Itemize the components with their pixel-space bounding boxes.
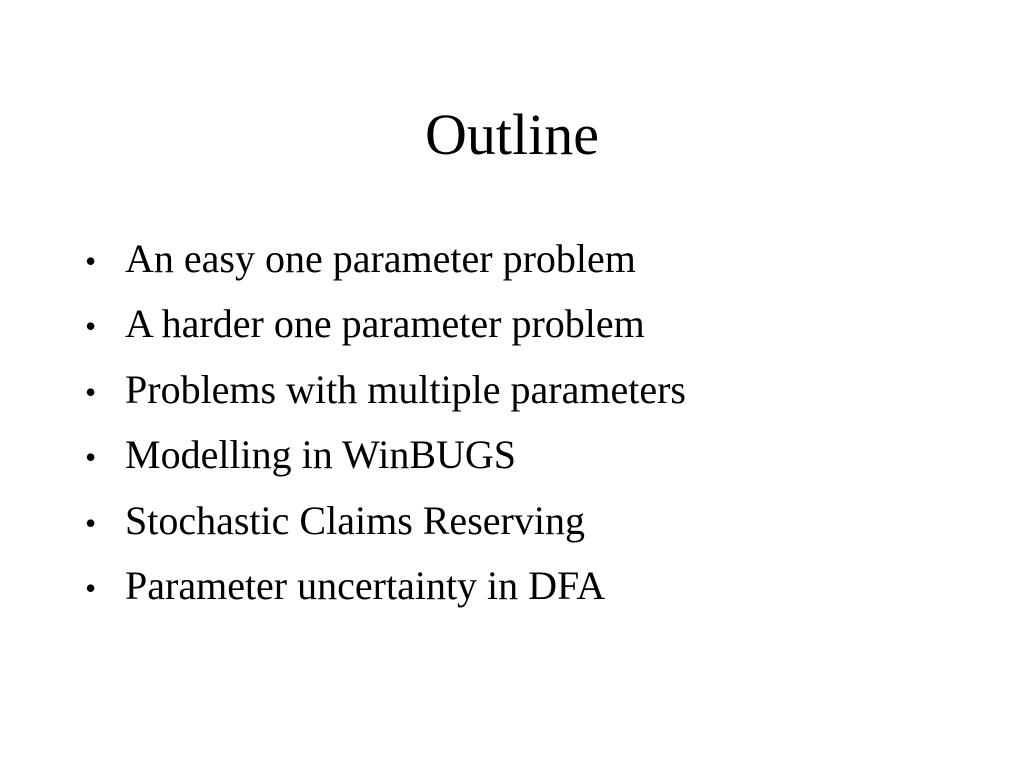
list-item [85,422,686,487]
list-item [85,488,686,553]
list-item [85,357,686,422]
bullet-text: Stochastic Claims Reserving [125,497,585,543]
bullet-icon: • [85,439,97,476]
bullet-icon: • [85,504,97,541]
bullet-list [85,226,686,618]
list-item [85,291,686,356]
bullet-icon: • [85,373,97,410]
bullet-text: Problems with multiple parameters [125,366,686,412]
bullet-icon: • [85,308,97,345]
bullet-text: A harder one parameter problem [125,301,645,347]
slide-title: Outline [425,102,599,167]
list-item [85,553,686,618]
bullet-text: Modelling in WinBUGS [125,432,517,478]
bullet-text: Parameter uncertainty in DFA [125,562,606,608]
list-item [85,226,686,291]
bullet-icon: • [85,569,97,606]
bullet-text: An easy one parameter problem [125,236,636,281]
bullet-icon: • [85,243,97,279]
